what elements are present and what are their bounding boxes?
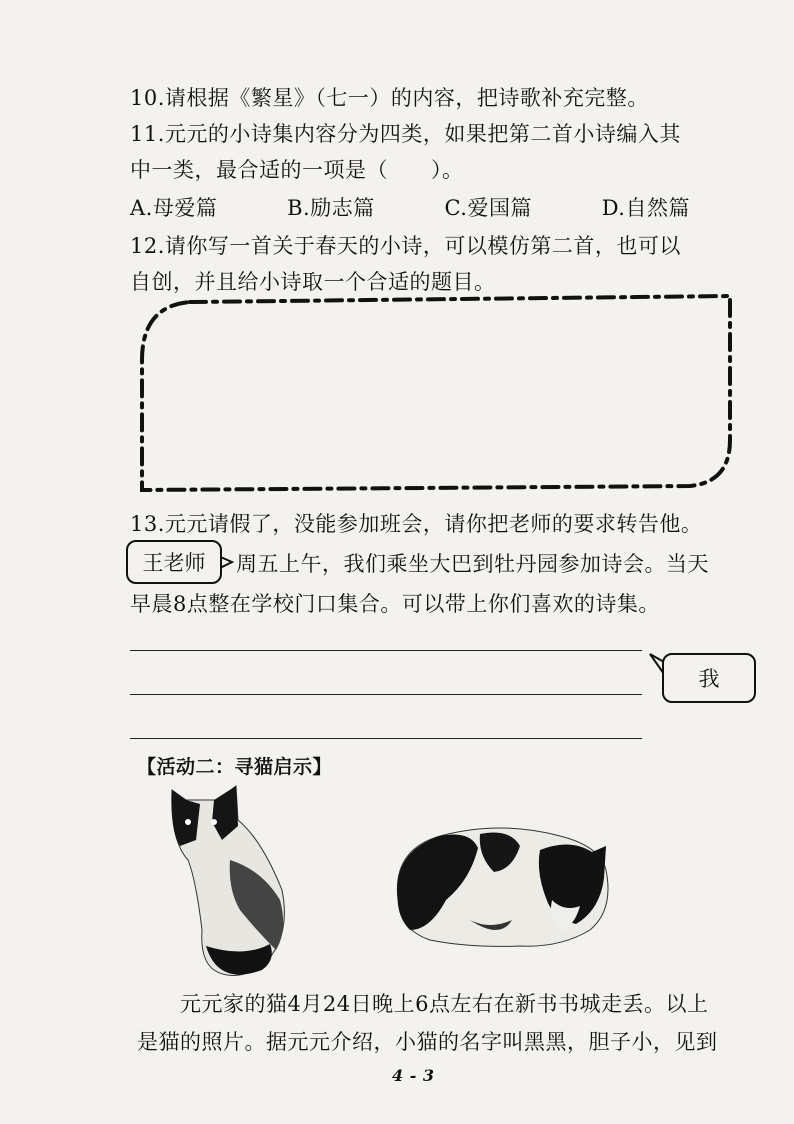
poem-answer-box[interactable] — [142, 296, 730, 490]
question-12-line2: 自创，并且给小诗取一个合适的题目。 — [130, 270, 496, 294]
section-2-body-line2: 是猫的照片。据元元介绍，小猫的名字叫黑黑，胆子小，见到 — [137, 1030, 718, 1054]
teacher-label: 王老师 — [142, 551, 206, 575]
question-13-line3: 早晨8点整在学校门口集合。可以带上你们喜欢的诗集。 — [130, 592, 660, 616]
question-10: 10.请根据《繁星》（七一）的内容，把诗歌补充完整。 — [130, 86, 649, 110]
section-2-body-line1: 元元家的猫4月24日晚上6点左右在新书书城走丢。以上 — [180, 992, 709, 1016]
answer-line-1[interactable] — [130, 650, 642, 651]
section-2-title: 【活动二：寻猫启示】 — [137, 756, 333, 778]
teacher-speech-bubble — [126, 540, 222, 584]
option-a[interactable]: A.母爱篇 — [130, 196, 218, 220]
question-11-line2: 中一类，最合适的一项是（ ）。 — [130, 158, 464, 182]
me-speech-bubble — [662, 653, 756, 703]
option-d[interactable]: D.自然篇 — [601, 196, 690, 220]
question-13-line1: 13.元元请假了，没能参加班会，请你把老师的要求转告他。 — [130, 512, 703, 536]
question-12-line1: 12.请你写一首关于春天的小诗，可以模仿第二首，也可以 — [130, 234, 681, 258]
answer-line-3[interactable] — [130, 738, 642, 739]
me-label: 我 — [698, 667, 720, 691]
option-b[interactable]: B.励志篇 — [287, 196, 375, 220]
question-13-line2: 周五上午，我们乘坐大巴到牡丹园参加诗会。当天 — [236, 552, 709, 576]
answer-line-2[interactable] — [130, 694, 642, 695]
question-11-line1: 11.元元的小诗集内容分为四类，如果把第二首小诗编入其 — [130, 122, 681, 146]
cat-photo-sitting — [172, 786, 285, 976]
option-c[interactable]: C.爱国篇 — [444, 196, 532, 220]
page-number: 4 - 3 — [392, 1066, 435, 1085]
cat-photo-lying — [397, 828, 608, 946]
